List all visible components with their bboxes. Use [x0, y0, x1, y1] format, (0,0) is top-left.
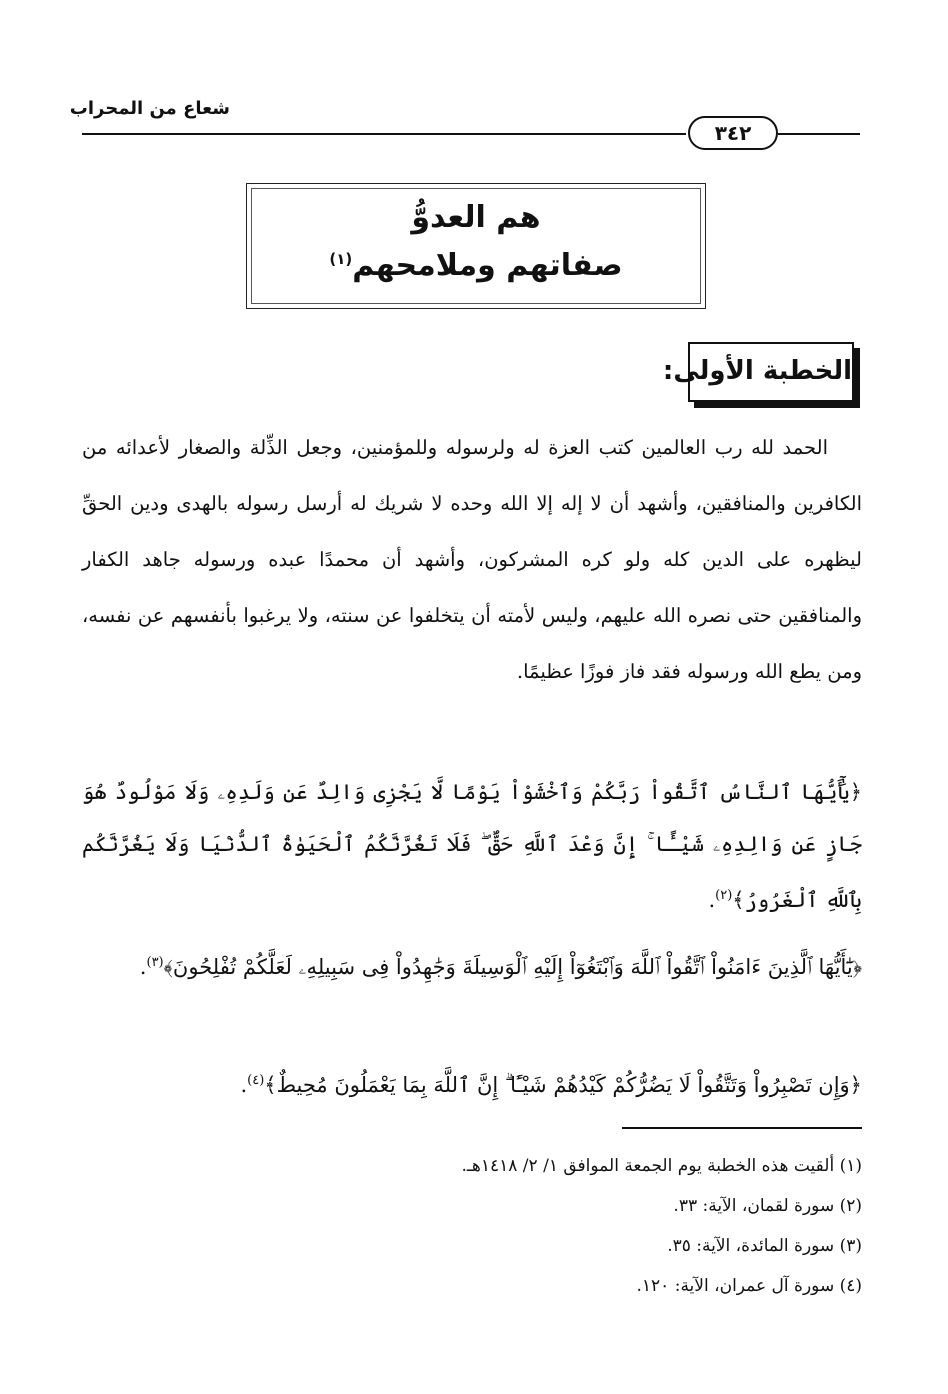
title-footnote-marker: (١)	[329, 250, 353, 268]
title-line-2-text: صفاتهم وملامحهم	[352, 248, 623, 283]
quran-verse-1	[82, 766, 862, 926]
footnotes	[82, 1146, 862, 1306]
page-number-badge: ٣٤٢	[688, 116, 778, 150]
title-line-2	[247, 248, 705, 283]
verse-end: .	[240, 1073, 248, 1097]
verse-end: .	[708, 888, 716, 912]
footnote-4: (٤) سورة آل عمران، الآية: ١٢٠.	[636, 1276, 862, 1296]
verse-footnote-marker: (٣)	[146, 955, 164, 970]
title-line-1: هم العدوُّ	[411, 200, 541, 235]
title-frame	[246, 183, 706, 309]
header-rule-right	[778, 133, 860, 135]
section-heading: الخطبة الأولى:	[688, 342, 854, 402]
verse-text: ﴿وَإِن تَصْبِرُواْ وَتَتَّقُواْ لَا يَضُرُّكُمْ كَيْدُهُمْ شَيْـًٔا ۗ إِنَّ ٱللَّهَ بِمَا يَعْمَلُونَ مُحِيطٌ﴾	[264, 1073, 862, 1097]
footnote-separator	[622, 1127, 862, 1129]
quran-verse-3	[82, 1056, 862, 1110]
footnote-1: (١) ألقيت هذه الخطبة يوم الجمعة الموافق ١/ ٢/ ١٤١٨هـ.	[461, 1156, 862, 1176]
header-rule-left	[82, 133, 686, 135]
running-header-book-title: شعاع من المحراب	[69, 98, 230, 119]
verse-text: ﴿يَٰٓأَيُّهَا ٱلنَّاسُ ٱتَّقُواْ رَبَّكُمْ وَٱخْشَوْاْ يَوْمًا لَّا يَجْزِى وَالِدٌ عَن وَلَدِهِۦ وَلَا مَوْلُودٌ هُوَ جَازٍ عَن وَالِدِهِۦ شَيْـًٔا ۚ إِنَّ وَعْدَ ٱللَّهِ حَقٌّ ۖ فَلَا تَغُرَّنَّكُمُ ٱلْحَيَوٰةُ ٱلدُّنْيَا وَلَا يَغُرَّنَّكُم بِٱللَّهِ ٱلْغَرُورُ﴾	[82, 780, 862, 912]
footnote-2: (٢) سورة لقمان، الآية: ٣٣.	[673, 1196, 862, 1216]
verse-footnote-marker: (٤)	[247, 1073, 265, 1088]
verse-footnote-marker: (٢)	[715, 888, 733, 903]
quran-verse-2	[82, 938, 862, 992]
footnote-3: (٣) سورة المائدة، الآية: ٣٥.	[667, 1236, 862, 1256]
body-paragraph: الحمد لله رب العالمين كتب العزة له ولرسوله وللمؤمنين، وجعل الذِّلة والصغار لأعدائه من الكافرين والمنافقين، وأشهد أن لا إله إلا الله وحده لا شريك له أرسل رسوله بالهدى ودين الحقِّ ليظهره على الدين كله ولو كره المشركون، وأشهد أن محمدًا عبده ورسوله جاهد الكفار والمنافقين حتى نصره الله عليهم، وليس لأمته أن يتخلفوا عن سنته، ولا يرغبوا بأنفسهم عن نفسه، ومن يطع الله ورسوله فقد فاز فوزًا عظيمًا.	[82, 436, 862, 683]
verse-end: .	[139, 955, 147, 979]
verse-text: ﴿يَٰٓأَيُّهَا ٱلَّذِينَ ءَامَنُواْ ٱتَّقُواْ ٱللَّهَ وَٱبْتَغُوٓاْ إِلَيْهِ ٱلْوَسِيلَةَ وَجَٰهِدُواْ فِى سَبِيلِهِۦ لَعَلَّكُمْ تُفْلِحُونَ﴾	[163, 955, 862, 979]
